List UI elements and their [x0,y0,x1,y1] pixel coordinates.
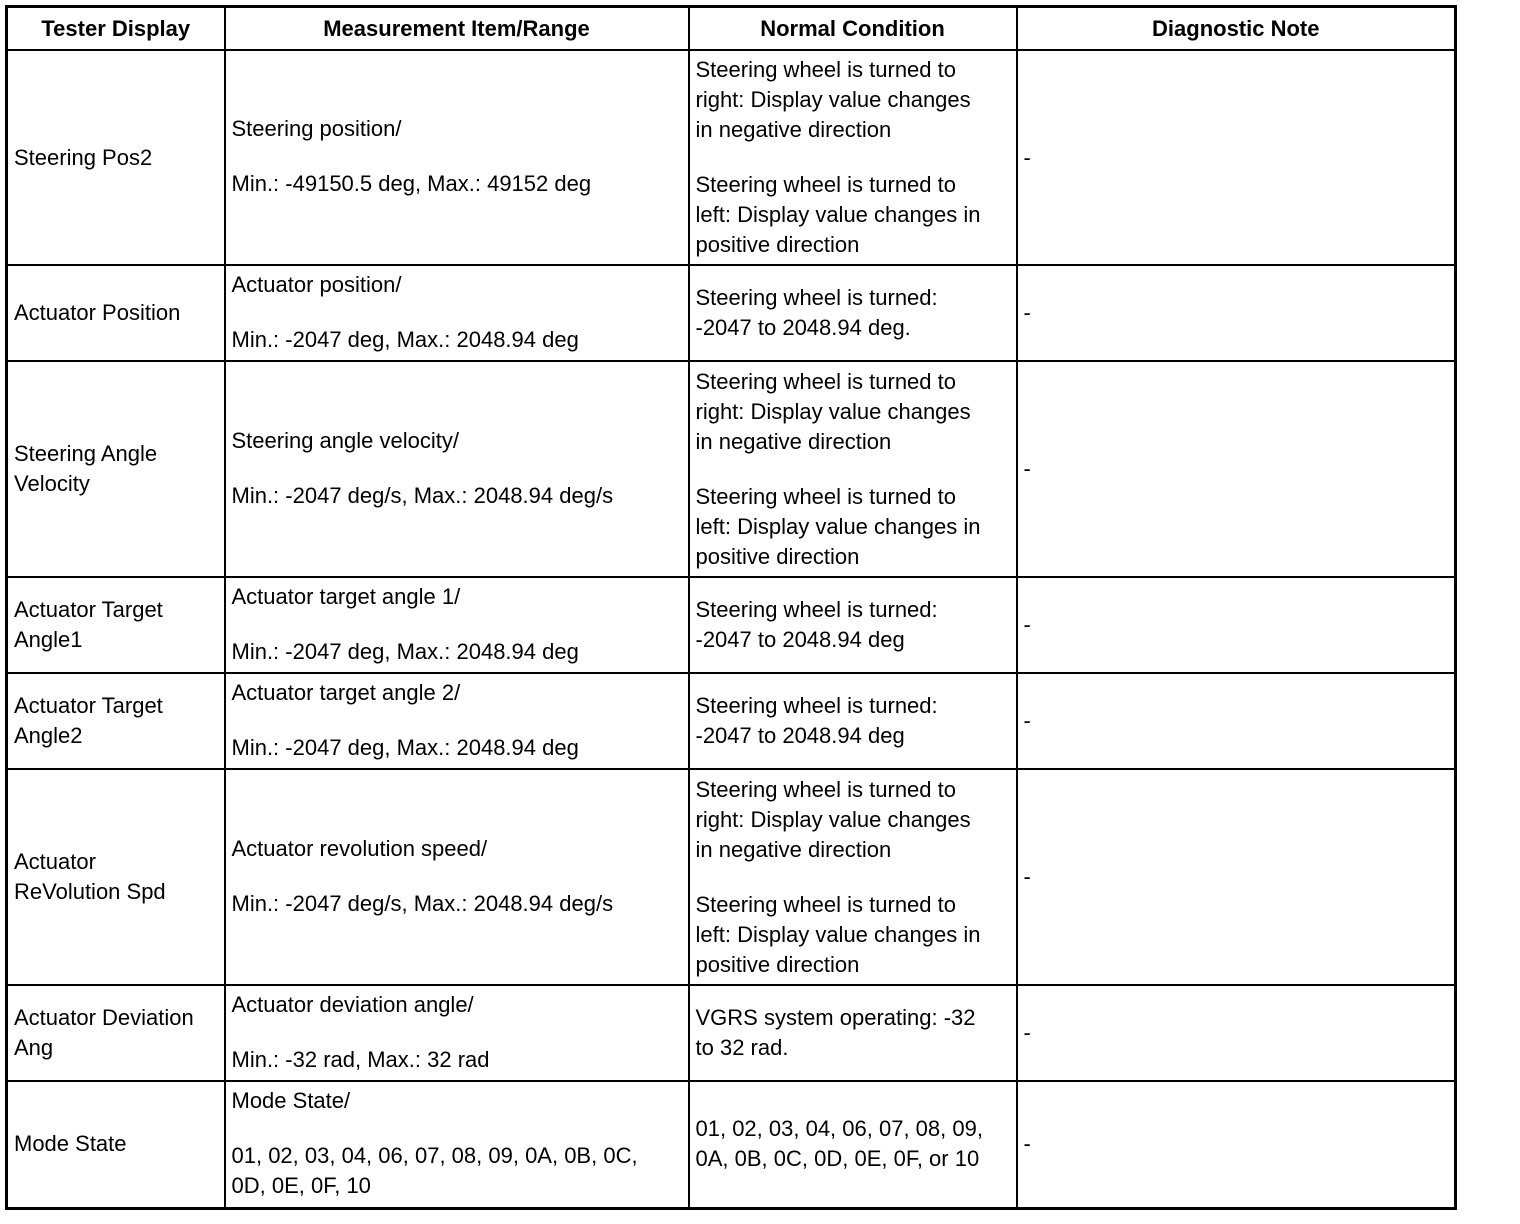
tester-display-line: Mode State [14,1131,127,1157]
tester-display-line: Ang [14,1035,54,1060]
normal-condition-line: to 32 rad. [695,1035,789,1060]
tester-display-line: Angle1 [14,627,83,652]
diagnostic-note-cell: - [1017,361,1456,577]
measurement-item-label: Mode State/ [231,1087,351,1113]
measurement-item-label: Actuator target angle 1/ [231,583,461,609]
normal-condition-cell [689,265,1017,361]
normal-condition-line: 01, 02, 03, 04, 06, 07, 08, 09, [695,1116,983,1142]
table-row [7,1081,1456,1208]
tester-display-cell [7,577,225,673]
normal-condition-cell [689,769,1017,985]
normal-condition-cell [689,361,1017,577]
tester-display-line: Actuator [14,849,96,874]
diagnostic-note-cell: - [1017,50,1456,265]
measurement-item-cell [225,361,689,577]
tester-display-cell [7,769,225,985]
normal-condition-line: -2047 to 2048.94 deg. [695,315,911,340]
normal-condition-line: 0A, 0B, 0C, 0D, 0E, 0F, or 10 [695,1146,980,1172]
normal-condition-line: in negative direction [695,428,892,454]
header-normal-condition: Normal Condition [689,7,1017,51]
measurement-range-line: Min.: -2047 deg/s, Max.: 2048.94 deg/s [231,890,614,916]
header-diagnostic-note: Diagnostic Note [1017,7,1456,51]
normal-condition-line: -2047 to 2048.94 deg [695,723,905,748]
normal-condition-cell [689,577,1017,673]
normal-condition-cell [689,673,1017,769]
normal-condition-line: Steering wheel is turned to [695,483,956,509]
tester-display-line: ReVolution Spd [14,879,166,904]
tester-display-line: Angle2 [14,723,83,748]
diagnostic-note-cell: - [1017,1081,1456,1208]
diagnostic-note-cell: - [1017,673,1456,769]
normal-condition-line: positive direction [695,543,860,569]
table-row [7,361,1456,577]
header-row [7,7,1456,51]
tester-display-cell [7,985,225,1081]
normal-condition-line: left: Display value changes in [695,202,981,227]
normal-condition-line: right: Display value changes [695,398,971,424]
tester-display-cell [7,1081,225,1208]
normal-condition-line: in negative direction [695,836,892,862]
measurement-item-cell [225,265,689,361]
measurement-item-label: Actuator target angle 2/ [231,679,461,705]
normal-condition-line: Steering wheel is turned to [695,172,956,197]
measurement-item-label: Actuator deviation angle/ [231,991,474,1017]
measurement-item-cell [225,769,689,985]
normal-condition-cell [689,1081,1017,1208]
table-row [7,985,1456,1081]
measurement-item-label: Steering position/ [231,116,402,141]
diagnostic-note-cell: - [1017,985,1456,1081]
table-row [7,673,1456,769]
table-row [7,50,1456,265]
normal-condition-line: Steering wheel is turned to [695,776,956,802]
table-row [7,265,1456,361]
tester-display-cell [7,265,225,361]
normal-condition-line: Steering wheel is turned to [695,368,956,394]
measurement-item-cell [225,673,689,769]
tester-display-cell [7,361,225,577]
tester-display-line: Actuator Deviation [14,1005,194,1030]
normal-condition-line: -2047 to 2048.94 deg [695,627,905,652]
diagnostic-note-cell: - [1017,577,1456,673]
normal-condition-line: in negative direction [695,117,892,142]
normal-condition-line: VGRS system operating: -32 [695,1005,976,1030]
normal-condition-line: right: Display value changes [695,806,971,832]
measurement-range-line: 0D, 0E, 0F, 10 [231,1172,371,1198]
measurement-item-cell [225,50,689,265]
tester-display-cell [7,673,225,769]
data-list-sheet [5,5,1457,1210]
data-list-table [5,5,1457,1210]
normal-condition-line: Steering wheel is turned: [695,597,938,622]
normal-condition-line: Steering wheel is turned to [695,891,956,917]
table-row [7,577,1456,673]
diagnostic-note-cell: - [1017,265,1456,361]
normal-condition-cell [689,50,1017,265]
measurement-range-line: Min.: -49150.5 deg, Max.: 49152 deg [231,171,592,196]
normal-condition-line: Steering wheel is turned: [695,693,938,718]
measurement-item-cell [225,985,689,1081]
normal-condition-line: Steering wheel is turned to [695,57,956,82]
normal-condition-cell [689,985,1017,1081]
table-body [7,50,1456,1208]
measurement-item-label: Actuator revolution speed/ [231,835,488,861]
measurement-item-cell [225,1081,689,1208]
tester-display-line: Actuator Target [14,597,163,622]
header-measurement-item: Measurement Item/Range [225,7,689,51]
tester-display-line: Actuator Target [14,693,163,718]
table-row [7,769,1456,985]
normal-condition-line: right: Display value changes [695,87,971,112]
measurement-range-line: Min.: -32 rad, Max.: 32 rad [231,1046,490,1072]
normal-condition-line: left: Display value changes in [695,513,981,539]
normal-condition-line: left: Display value changes in [695,921,981,947]
normal-condition-line: positive direction [695,232,860,257]
measurement-range-line: 01, 02, 03, 04, 06, 07, 08, 09, 0A, 0B, 0C, [231,1142,638,1168]
header-tester-display: Tester Display [7,7,225,51]
measurement-item-label: Steering angle velocity/ [231,427,459,453]
measurement-range-line: Min.: -2047 deg, Max.: 2048.94 deg [231,326,579,352]
tester-display-line: Steering Angle [14,441,158,466]
measurement-item-label: Actuator position/ [231,271,402,297]
diagnostic-note-cell: - [1017,769,1456,985]
tester-display-cell [7,50,225,265]
measurement-range-line: Min.: -2047 deg, Max.: 2048.94 deg [231,638,579,664]
measurement-range-line: Min.: -2047 deg, Max.: 2048.94 deg [231,734,579,760]
normal-condition-line: positive direction [695,951,860,977]
tester-display-line: Actuator Position [14,300,181,325]
tester-display-line: Velocity [14,471,90,496]
measurement-range-line: Min.: -2047 deg/s, Max.: 2048.94 deg/s [231,482,614,508]
measurement-item-cell [225,577,689,673]
tester-display-line: Steering Pos2 [14,144,153,170]
normal-condition-line: Steering wheel is turned: [695,285,938,310]
